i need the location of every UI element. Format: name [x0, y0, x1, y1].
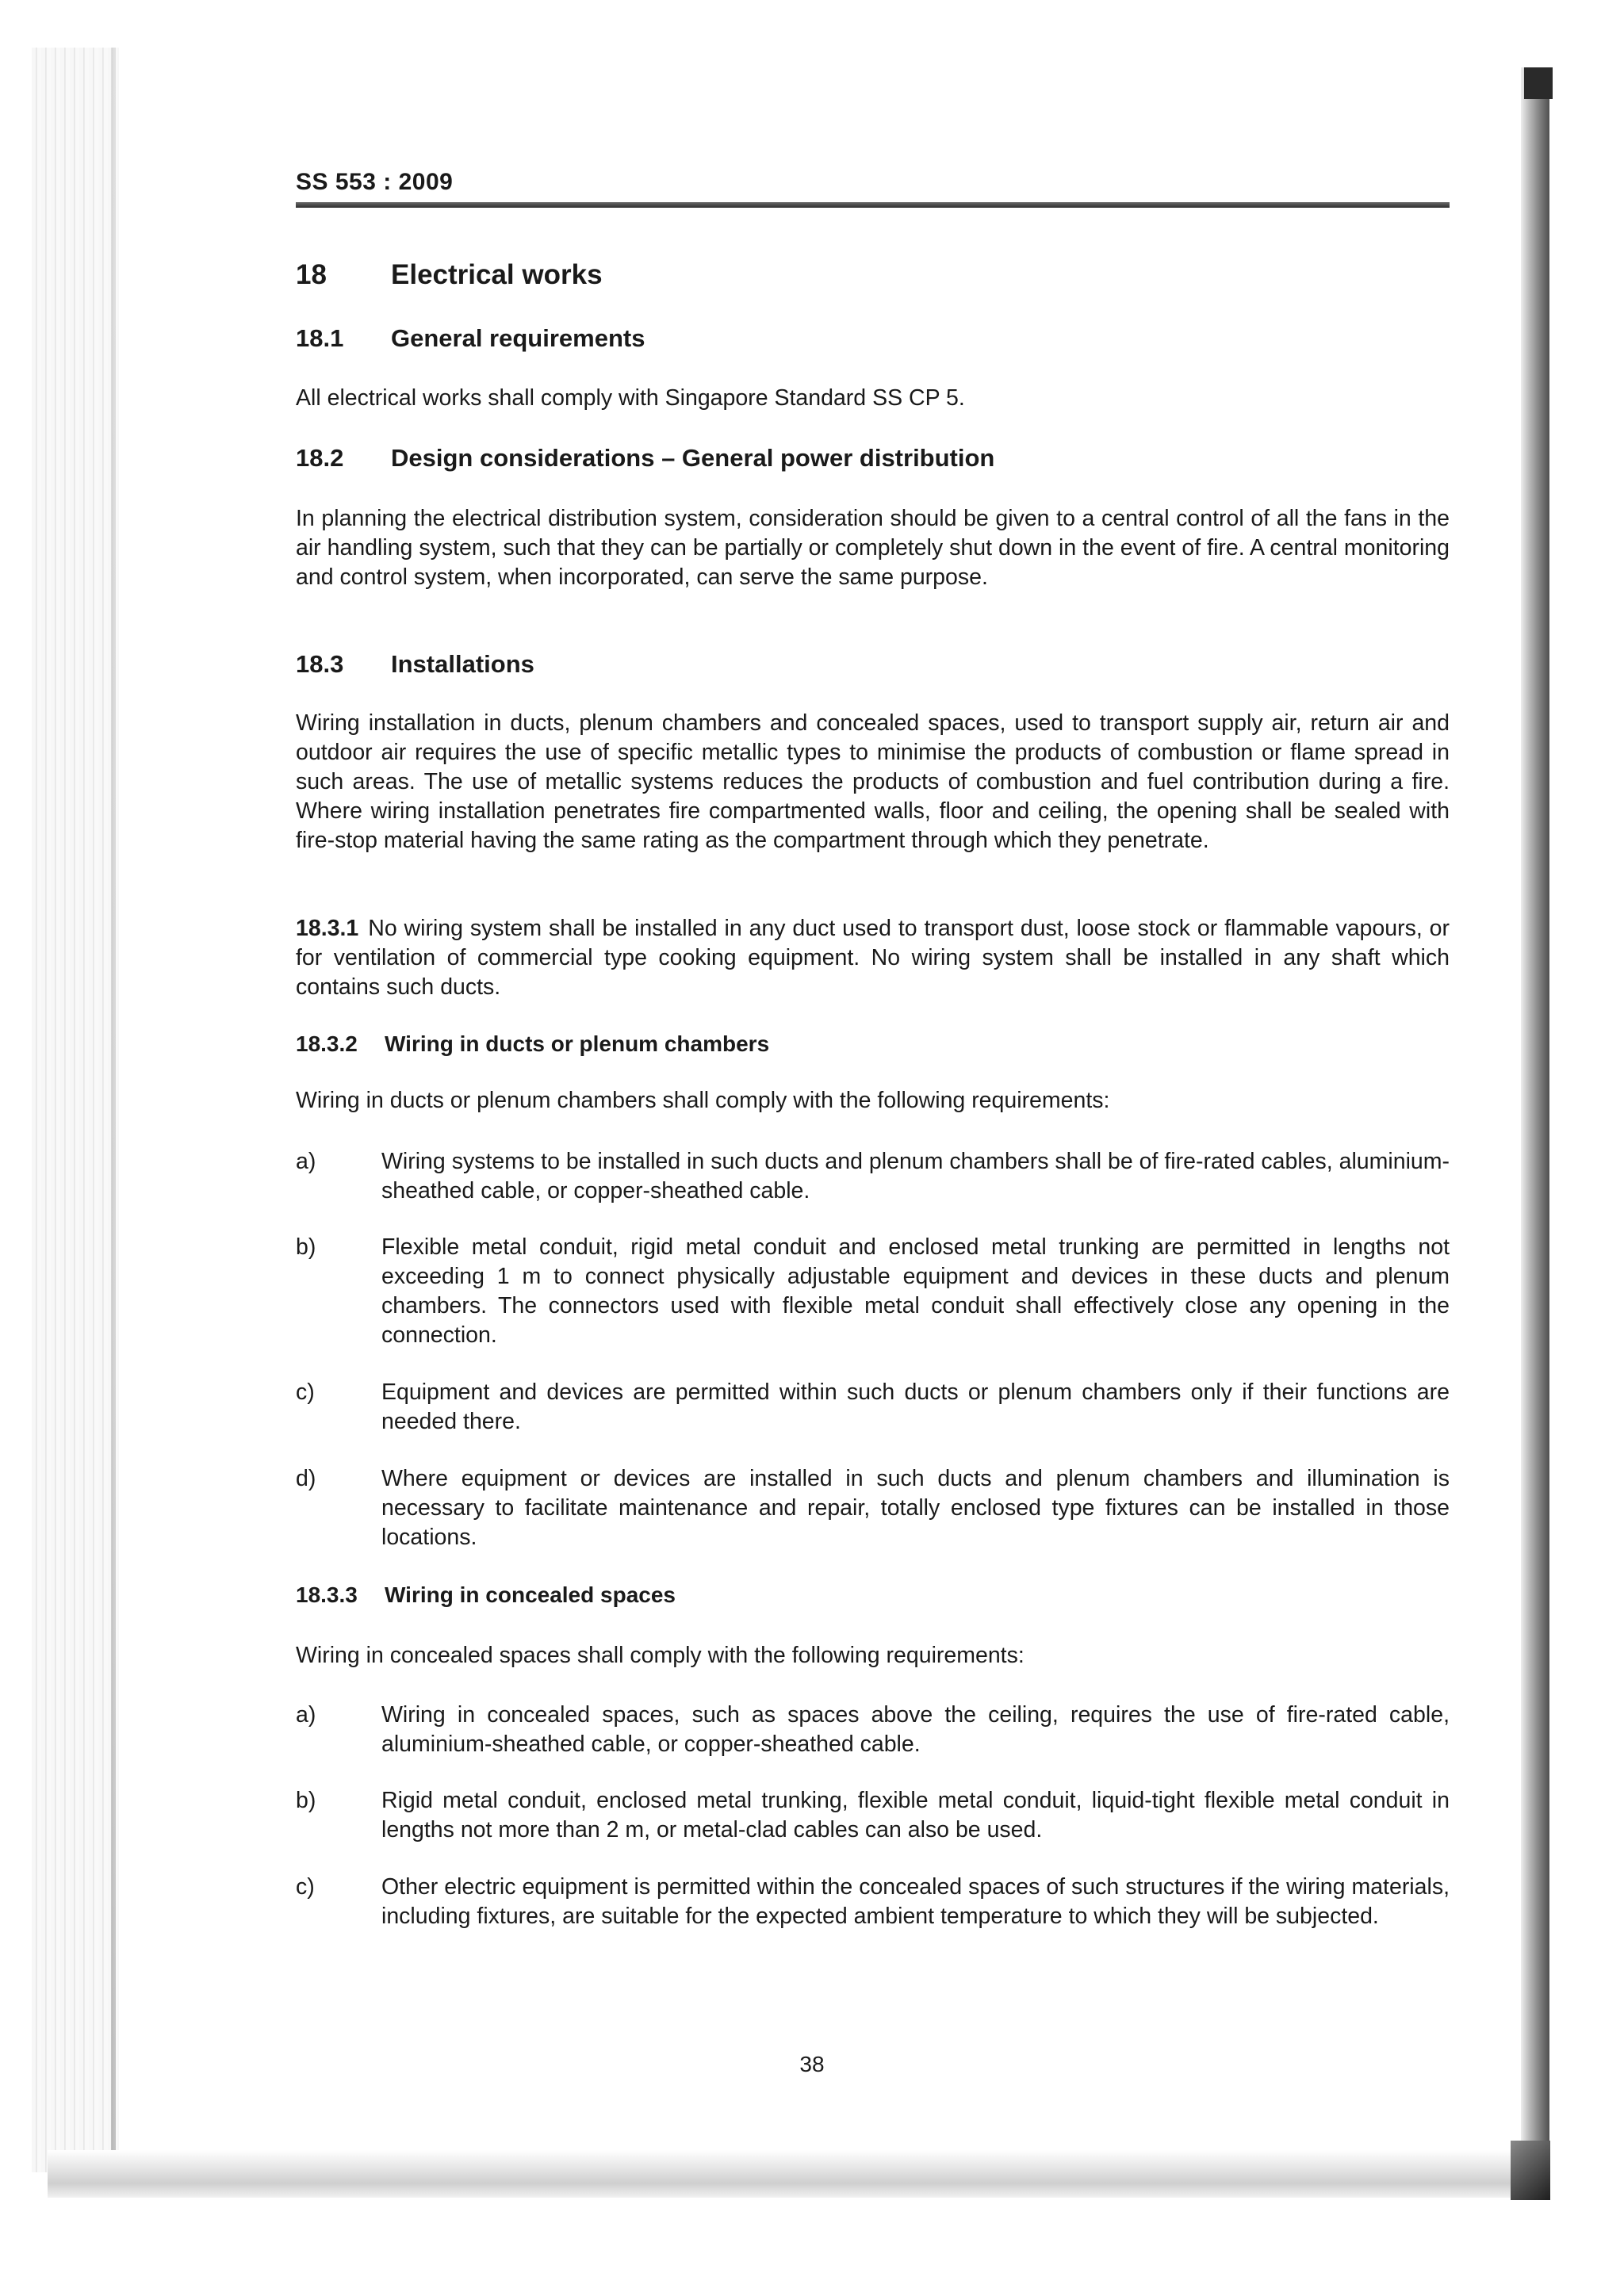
binding-edge-left: [111, 48, 116, 2172]
section-title: Electrical works: [391, 259, 603, 290]
section-18-3-1-body: No wiring system shall be installed in any duct used to transport dust, loose stock or flammable vapours, or for ventilation of commercial type cooking equipment. No wiring system shall be installed in any shaft which contains such ducts.: [296, 916, 1450, 1000]
section-18-2-heading: [296, 444, 1450, 473]
page-corner-shadow: [1511, 2141, 1550, 2200]
list-item-text: Where equipment or devices are installed in such ducts and plenum chambers and illumination is necessary to facilitate maintenance and repair, totally enclosed type fixtures can be installed in those locations.: [381, 1466, 1450, 1550]
section-title: Installations: [391, 650, 534, 678]
section-18-3-heading: [296, 650, 1450, 679]
section-18-3-body: Wiring installation in ducts, plenum chambers and concealed spaces, used to transport supply air, return air and outdoor air requires the use of specific metallic types to minimise the products of combustion or flame spread in such areas. The use of metallic systems reduces the products of combustion and fuel contribution during a fire. Where wiring installation penetrates fire compartmented walls, floor and ceiling, the opening shall be sealed with fire-stop material having the same rating as the compartment through which they penetrate.: [296, 710, 1450, 853]
section-18-1-body: All electrical works shall comply with Singapore Standard SS CP 5.: [296, 385, 965, 411]
list-marker: a): [296, 1149, 316, 1174]
list-item-text: Wiring systems to be installed in such ducts and plenum chambers shall be of fire-rated cables, aluminium-sheathed cable, or copper-sheathed cable.: [381, 1149, 1450, 1203]
section-title: General requirements: [391, 324, 645, 352]
list-item-text: Flexible metal conduit, rigid metal conduit and enclosed metal trunking are permitted in lengths not exceeding 1 m to connect physically adjustable equipment and devices in these ducts and plenum chambers. The connectors used with flexible metal conduit shall effectively close any opening in the connection.: [381, 1234, 1450, 1348]
document-code: SS 553 : 2009: [296, 169, 454, 195]
section-number: 18.2: [296, 444, 344, 472]
list-item-text: Equipment and devices are permitted within such ducts or plenum chambers only if their functions are needed there.: [381, 1380, 1450, 1434]
list-marker: a): [296, 1702, 316, 1728]
section-18-heading: [296, 259, 1450, 291]
list-item-text: Other electric equipment is permitted within the concealed spaces of such structures if the wiring materials, including fixtures, are suitable for the expected ambient temperature to which they will be subjected.: [381, 1874, 1450, 1929]
list-marker: b): [296, 1234, 316, 1260]
section-number: 18.1: [296, 324, 344, 352]
section-title: Wiring in concealed spaces: [385, 1582, 676, 1607]
header-rule: [296, 202, 1450, 208]
list-item-text: Rigid metal conduit, enclosed metal trunking, flexible metal conduit, liquid-tight flexible metal conduit in lengths not more than 2 m, or metal-clad cables can also be used.: [381, 1788, 1450, 1843]
page-number: 38: [799, 2052, 825, 2076]
section-number: 18: [296, 259, 327, 290]
section-number: 18.3: [296, 650, 344, 678]
list-marker: c): [296, 1874, 315, 1900]
binding-shadow-left: [32, 48, 119, 2172]
page-edge-shadow-bottom: [48, 2150, 1546, 2198]
section-number: 18.3.3: [296, 1582, 358, 1607]
section-number: 18.3.2: [296, 1031, 358, 1056]
section-18-2-body: In planning the electrical distribution system, consideration should be given to a central control of all the fans in the air handling system, such that they can be partially or completely shut down in the event of fire. A central monitoring and control system, when incorporated, can serve the same purpose.: [296, 506, 1450, 590]
section-18-3-1: [296, 914, 1450, 1002]
page-edge-shadow-right-top: [1524, 67, 1553, 99]
section-title: Wiring in ducts or plenum chambers: [385, 1031, 770, 1056]
list-marker: b): [296, 1788, 316, 1813]
section-title: Design considerations – General power distribution: [391, 444, 995, 472]
section-18-3-2-heading: [296, 1031, 1450, 1058]
section-number: 18.3.1: [296, 916, 359, 941]
section-18-3-3-intro: Wiring in concealed spaces shall comply with the following requirements:: [296, 1643, 1025, 1668]
section-18-1-heading: [296, 324, 1450, 353]
section-18-3-3-heading: [296, 1582, 1450, 1609]
page-edge-shadow-right: [1521, 67, 1549, 2192]
list-item-text: Wiring in concealed spaces, such as spaces above the ceiling, requires the use of fire-rated cable, aluminium-sheathed cable, or copper-sheathed cable.: [381, 1702, 1450, 1757]
list-marker: c): [296, 1380, 315, 1405]
list-marker: d): [296, 1466, 316, 1491]
section-18-3-2-intro: Wiring in ducts or plenum chambers shall comply with the following requirements:: [296, 1088, 1110, 1113]
